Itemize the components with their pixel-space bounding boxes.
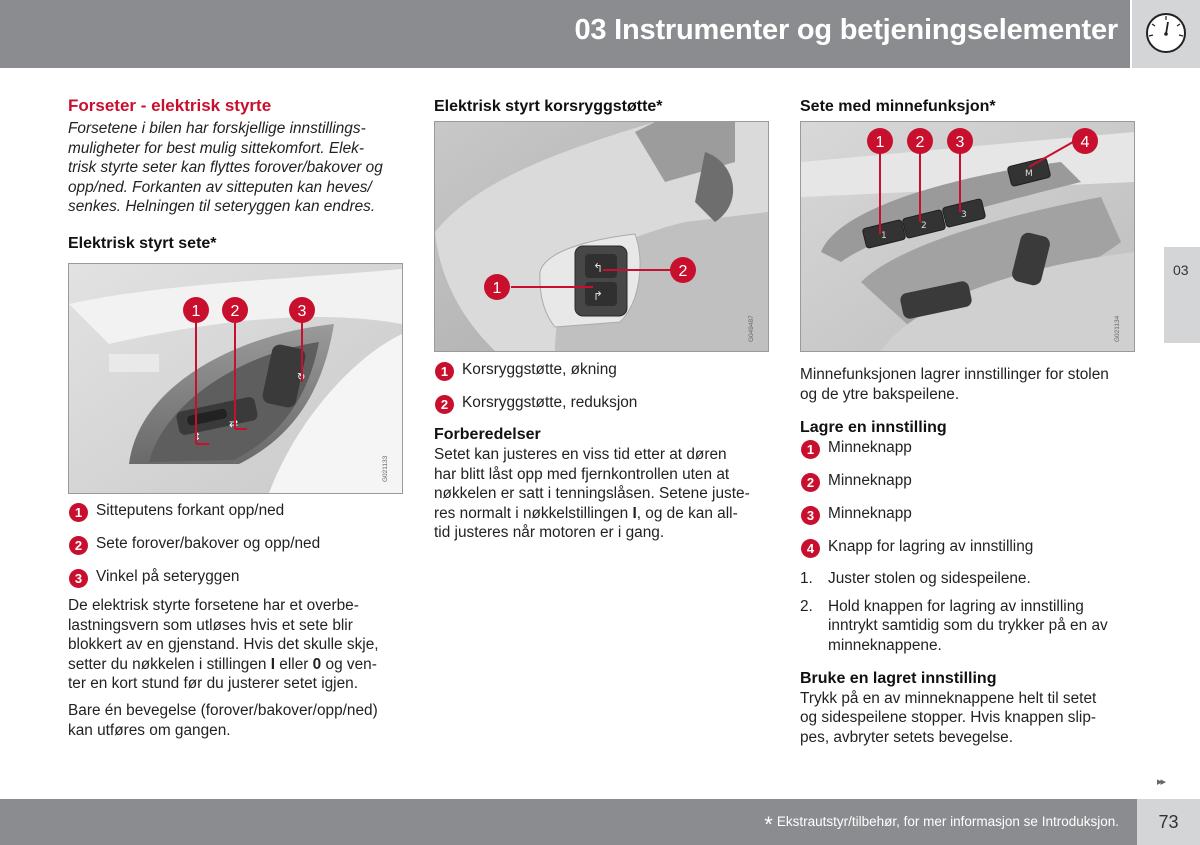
- legend-number: 2: [435, 395, 454, 414]
- lumbar-heading: Elektrisk styrt korsryggstøtte*: [434, 98, 663, 115]
- use-setting-paragraph: [800, 689, 1135, 748]
- callout-2: [907, 128, 933, 154]
- gauge-icon: [1132, 0, 1200, 68]
- callout-1: [867, 128, 893, 154]
- memory-illustration: [801, 122, 1134, 351]
- svg-text:↱: ↱: [593, 289, 604, 303]
- key-position: 0: [312, 655, 322, 673]
- legend-number: 2: [801, 473, 820, 492]
- text-line: nøkkelen er satt i tenningslåsen. Setene juste-: [434, 485, 750, 503]
- text-line: pes, avbryter setets bevegelse.: [800, 728, 1014, 746]
- step-text: Juster stolen og sidespeilene.: [828, 570, 1031, 588]
- text-fragment: , og de kan all-: [636, 504, 738, 522]
- lumbar-illustration: [435, 122, 768, 351]
- text-line: lastningsvern som utløses hvis et sete blir: [68, 616, 353, 634]
- callout-2: [670, 257, 696, 283]
- callout-label: 3: [955, 134, 965, 151]
- column-lumbar: [434, 95, 769, 543]
- seat-heading: Elektrisk styrt sete*: [68, 234, 217, 252]
- text-line: ter en kort stund før du justerer setet igjen.: [68, 675, 358, 693]
- legend-item: [800, 438, 1135, 458]
- intro-line: opp/ned. Forkanten av sitteputen kan heves/: [68, 178, 372, 196]
- callout-label: 1: [875, 134, 885, 151]
- step-number: 2.: [800, 597, 813, 615]
- svg-text:3: 3: [961, 210, 967, 220]
- callout-1: [484, 274, 510, 300]
- memory-legend: [800, 438, 1135, 557]
- step-item: [800, 597, 1135, 656]
- legend-item: [68, 501, 403, 521]
- callout-label: 1: [492, 280, 502, 297]
- legend-item: [800, 471, 1135, 491]
- preparations-paragraph: [434, 445, 769, 543]
- legend-text: Korsryggstøtte, reduksjon: [462, 394, 638, 411]
- memory-figure: [800, 121, 1135, 352]
- step-item: [800, 569, 1135, 589]
- legend-number: 1: [435, 362, 454, 381]
- legend-text: Minneknapp: [828, 505, 912, 523]
- text-line: tid justeres når motoren er i gang.: [434, 524, 665, 542]
- lumbar-figure: [434, 121, 769, 352]
- figure-code: G021133: [382, 455, 389, 482]
- double-chevron-right-icon[interactable]: ▸▸: [1157, 776, 1165, 788]
- legend-number: 1: [801, 440, 820, 459]
- use-setting-heading: Bruke en lagret innstilling: [800, 669, 997, 687]
- text-line: kan utføres om gangen.: [68, 721, 231, 739]
- intro-line: trisk styrte seter kan flyttes forover/bakover og: [68, 159, 383, 177]
- step-text: Hold knappen for lagring av innstilling: [828, 597, 1084, 615]
- text-line: Minnefunksjonen lagrer innstillinger for stolen: [800, 366, 1109, 383]
- text-line: Setet kan justeres en viss tid etter at døren: [434, 446, 727, 463]
- svg-text:1: 1: [881, 231, 887, 241]
- callout-label: 2: [678, 263, 688, 280]
- svg-text:↰: ↰: [593, 261, 604, 275]
- preparations-heading: Forberedelser: [434, 426, 541, 443]
- callout-label: 1: [191, 302, 201, 320]
- step-number: 1.: [800, 570, 813, 588]
- lumbar-legend: [434, 360, 769, 413]
- chapter-title: 03 Instrumenter og betjeningselementer: [574, 14, 1118, 46]
- text-line: blokkert av en gjenstand. Hvis det skulle skje,: [68, 636, 379, 654]
- legend-item: [800, 504, 1135, 524]
- callout-4: [1072, 128, 1098, 154]
- callout-label: 3: [297, 302, 307, 320]
- intro-paragraph: [68, 119, 403, 217]
- section-title: Forseter - elektrisk styrte: [68, 96, 272, 115]
- legend-text: Minneknapp: [828, 439, 912, 457]
- text-line: [68, 655, 403, 675]
- text-fragment: eller: [275, 655, 313, 673]
- text-line: har blitt låst opp med fjernkontrollen uten at: [434, 465, 730, 483]
- text-line: Trykk på en av minneknappene helt til setet: [800, 689, 1097, 707]
- key-position: I: [632, 504, 637, 522]
- legend-number: 3: [801, 506, 820, 525]
- svg-text:M: M: [1025, 169, 1033, 179]
- text-fragment: og ven-: [321, 655, 377, 673]
- intro-line: senkes. Helningen til seteryggen kan endres.: [68, 198, 376, 216]
- gauge-icon-box: [1132, 0, 1200, 68]
- footnote-star: *: [764, 812, 773, 837]
- legend-number: 3: [69, 569, 88, 588]
- seat-figure: [68, 263, 403, 494]
- memory-heading: Sete med minnefunksjon*: [800, 98, 996, 115]
- chapter-tab[interactable]: [1164, 247, 1200, 343]
- legend-text: Minneknapp: [828, 472, 912, 490]
- intro-line: Forsetene i bilen har forskjellige innstillings-: [68, 120, 366, 137]
- callout-label: 2: [230, 302, 240, 320]
- text-line: De elektrisk styrte forsetene har et overbe-: [68, 596, 359, 614]
- seat-legend: [68, 501, 403, 587]
- text-line: [434, 504, 769, 524]
- text-line: og sidespeilene stopper. Hvis knappen slip-: [800, 709, 1097, 727]
- legend-number: 1: [69, 503, 88, 522]
- legend-item: [68, 534, 403, 554]
- legend-text: Knapp for lagring av innstilling: [828, 538, 1034, 556]
- callout-2: [222, 297, 248, 323]
- page-number: 73: [1137, 799, 1200, 845]
- callout-1: [183, 297, 209, 323]
- page-header: [0, 0, 1130, 68]
- single-movement-paragraph: [68, 701, 403, 740]
- legend-text: Vinkel på seteryggen: [96, 567, 240, 585]
- callout-label: 2: [915, 134, 925, 151]
- figure-code: G049487: [748, 315, 755, 342]
- store-setting-heading: Lagre en innstilling: [800, 419, 947, 437]
- legend-item: [434, 360, 769, 380]
- column-memory: [800, 95, 1135, 747]
- text-fragment: setter du nøkkelen i stillingen: [68, 655, 271, 673]
- footnote-text: Ekstrautstyr/tilbehør, for mer informasjon se Introduksjon.: [776, 814, 1119, 829]
- svg-text:↕: ↕: [193, 431, 202, 443]
- text-fragment: res normalt i nøkkelstillingen: [434, 504, 633, 522]
- text-line: Bare én bevegelse (forover/bakover/opp/ned): [68, 701, 378, 719]
- svg-text:↻: ↻: [297, 371, 306, 383]
- seat-illustration: [69, 264, 402, 493]
- legend-item: [434, 393, 769, 413]
- figure-code: G021134: [1114, 315, 1121, 342]
- text-line: og de ytre bakspeilene.: [800, 385, 960, 403]
- callout-3: [947, 128, 973, 154]
- step-text: minneknappene.: [828, 636, 942, 654]
- legend-number: 2: [69, 536, 88, 555]
- footnote: [764, 812, 1119, 838]
- page-footer: [0, 799, 1137, 845]
- steps-list: [800, 569, 1135, 655]
- memory-intro-paragraph: [800, 365, 1135, 404]
- legend-text: Korsryggstøtte, økning: [462, 361, 617, 378]
- callout-3: [289, 297, 315, 323]
- svg-text:⇄: ⇄: [229, 416, 239, 430]
- key-position: I: [270, 655, 276, 673]
- column-seat: [68, 95, 403, 740]
- legend-item: [68, 567, 403, 587]
- legend-text: Sete forover/bakover og opp/ned: [96, 534, 321, 552]
- legend-item: [800, 537, 1135, 557]
- callout-label: 4: [1080, 134, 1090, 151]
- chapter-tab-label: 03: [1173, 262, 1189, 278]
- step-text: inntrykt samtidig som du trykker på en av: [828, 617, 1108, 635]
- svg-text:2: 2: [921, 221, 927, 231]
- legend-text: Sitteputens forkant opp/ned: [96, 501, 285, 519]
- legend-number: 4: [801, 539, 820, 558]
- overload-paragraph: [68, 596, 403, 694]
- intro-line: muligheter for best mulig sittekomfort. Elek-: [68, 139, 364, 157]
